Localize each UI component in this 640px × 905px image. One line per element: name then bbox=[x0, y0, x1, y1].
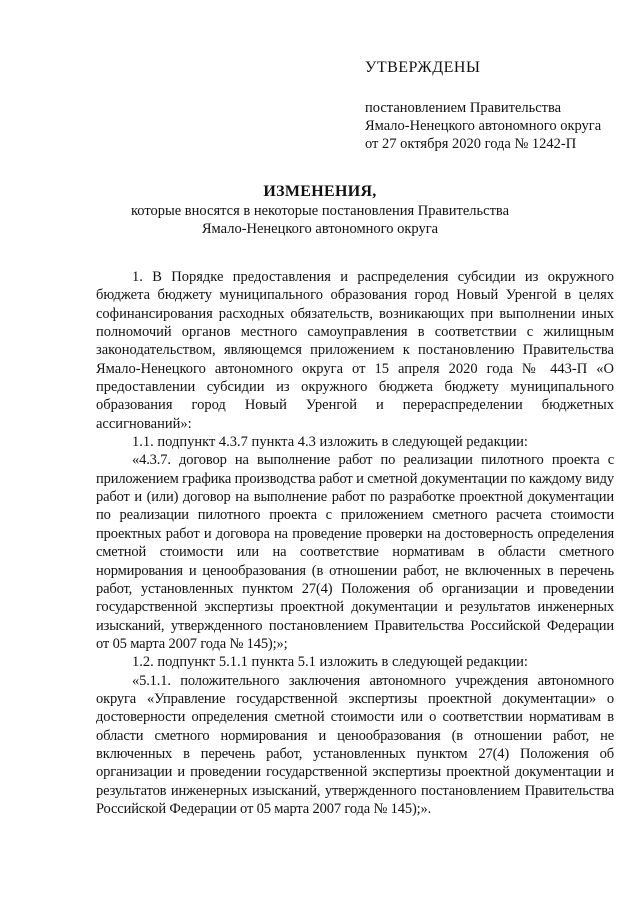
approval-line: постановлением Правительства bbox=[365, 100, 562, 116]
approval-line: от 27 октября 2020 года № 1242-П bbox=[365, 136, 577, 152]
paragraph-item-4-3-7-text: «4.3.7. договор на выполнение работ по реализации пилотного проекта с приложением графика производства работ и сметной документации по каждому виду работ и (или) договор на выполнение работ по разработке проектной документации по реализации пилотного проекта с приложением сметного расчета стоимости проектных работ и договора на проведение проверки на достоверность определения сметной стоимости или на соответствие нормативам в области сметного нормирования и ценообразования (в отношении работ, не включенных в перечень работ, установленных пунктом 27(4) Положения об организации и проведении государственной экспертизы проектной документации и результатов инженерных изысканий, утвержденного постановлением Правительства Российской Федерации от 05 марта 2007 года № 145);»; bbox=[96, 452, 614, 652]
document-heading bbox=[0, 182, 640, 238]
document-body bbox=[96, 268, 614, 818]
approval-line: Ямало-Ненецкого автономного округа bbox=[365, 118, 602, 134]
approval-title: УТВЕРЖДЕНЫ bbox=[365, 59, 481, 76]
document-subtitle-line: которые вносятся в некоторые постановления Правительства bbox=[130, 203, 510, 219]
paragraph-item-1-1: 1.1. подпункт 4.3.7 пункта 4.3 изложить в следующей редакции: bbox=[132, 434, 528, 451]
document-title: ИЗМЕНЕНИЯ, bbox=[263, 183, 377, 200]
paragraph-item-1-2: 1.2. подпункт 5.1.1 пункта 5.1 изложить в следующей редакции: bbox=[132, 654, 528, 671]
paragraph-item-5-1-1-text: «5.1.1. положительного заключения автономного учреждения автономного округа «Управление государственной экспертизы проектной документации» о достоверности определения сметной стоимости или о соответствии нормативам в области сметного нормирования и ценообразования (в отношении работ, не включенных в перечень работ, установленных пунктом 27(4) Положения об организации и проведении государственной экспертизы проектной документации и результатов инженерных изысканий, утвержденного постановлением Правительства Российской Федерации от 05 марта 2007 года № 145);». bbox=[96, 672, 614, 817]
document-subtitle-line: Ямало-Ненецкого автономного округа bbox=[201, 221, 439, 237]
paragraph-item-1: 1. В Порядке предоставления и распределения субсидии из окружного бюджета бюджету муниципального образования город Новый Уренгой в целях софинансирования расходных обязательств, возникающих при выполнении иных полномочий органов местного самоуправления в соответствии с жилищным законодательством, являющемся приложением к постановлению Правительства Ямало-Ненецкого автономного округа от 15 апреля 2020 года № 443-П «О предоставлении субсидии из окружного бюджета бюджету муниципального образования город Новый Уренгой и перераспределении бюджетных ассигнований»: bbox=[96, 269, 614, 432]
approval-block bbox=[365, 58, 615, 153]
